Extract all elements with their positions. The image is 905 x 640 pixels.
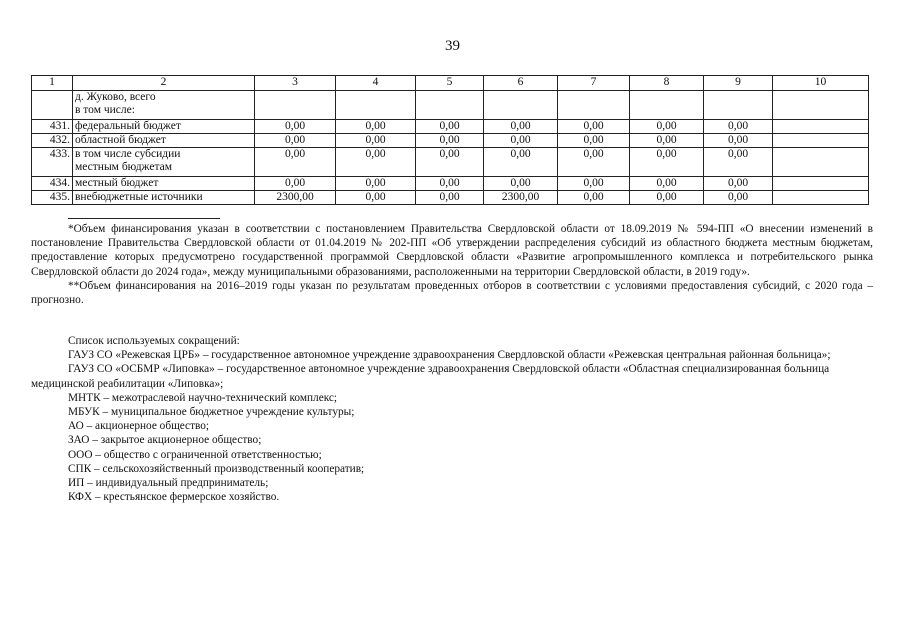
row-number-cell: 433. [32,148,73,177]
value-cell: 0,00 [416,134,484,148]
value-cell: 0,00 [336,120,416,134]
column-header: 4 [336,76,416,91]
abbreviation-item: МБУК – муниципальное бюджетное учреждение культуры; [68,406,355,419]
abbreviation-item: ЗАО – закрытое акционерное общество; [68,434,262,447]
abbreviation-item: ГАУЗ СО «Режевская ЦРБ» – государственное автономное учреждение здравоохранения Свердловской области «Режевская центральная районная больница»; [68,349,831,362]
footnote: *Объем финансирования указан в соответствии с постановлением Правительства Свердловской области от 18.09.2019 № 594-ПП «О внесении изменений в постановление Правительства Свердловской области от 01.04.2019 № 202-ПП «Об утверждении распределения субсидий из областного бюджета местным бюджетам, предоставление которых предусмотрено государственной программой Свердловской области «Развитие агропромышленного комплекса и потребительского рынка Свердловской области до 2024 года», между муниципальными образованиями, расположенными на территории Свердловской области, в 2019 году». [31,223,873,278]
value-cell: 0,00 [484,177,558,191]
value-cell: 2300,00 [255,191,336,205]
row-label-cell: областной бюджет [73,134,255,148]
column-header: 3 [255,76,336,91]
row-number-cell: 435. [32,191,73,205]
value-cell: 0,00 [416,191,484,205]
row-number-cell: 434. [32,177,73,191]
value-cell [773,191,869,205]
table-header-row [32,76,869,91]
abbreviations-list [31,334,873,504]
value-cell: 0,00 [630,148,704,177]
value-cell: 0,00 [484,134,558,148]
value-cell: 0,00 [630,134,704,148]
financing-table [31,75,869,205]
value-cell: 2300,00 [484,191,558,205]
value-cell: 0,00 [704,120,773,134]
table-row [32,177,869,191]
abbreviation-item: ИП – индивидуальный предприниматель; [68,477,269,490]
value-cell: 0,00 [416,148,484,177]
value-cell: 0,00 [704,191,773,205]
value-cell [255,91,336,120]
column-header: 2 [73,76,255,91]
value-cell: 0,00 [255,177,336,191]
column-header: 7 [558,76,630,91]
value-cell [416,91,484,120]
value-cell: 0,00 [336,134,416,148]
column-header: 5 [416,76,484,91]
table-row [32,134,869,148]
value-cell [773,134,869,148]
value-cell: 0,00 [255,120,336,134]
abbreviation-item: АО – акционерное общество; [68,420,210,433]
value-cell: 0,00 [704,134,773,148]
column-header: 10 [773,76,869,91]
table-row [32,91,869,120]
abbreviation-item: СПК – сельскохозяйственный производственный кооператив; [68,462,365,475]
value-cell: 0,00 [255,134,336,148]
row-number-cell: 432. [32,134,73,148]
value-cell: 0,00 [558,191,630,205]
footnote: **Объем финансирования на 2016–2019 годы указан по результатам проведенных отборов в соответствии с условиями предоставления субсидий, с 2020 года – прогнозно. [31,279,873,307]
value-cell: 0,00 [558,177,630,191]
value-cell [630,91,704,120]
column-header: 6 [484,76,558,91]
column-header: 1 [32,76,73,91]
row-label-cell: местный бюджет [73,177,255,191]
value-cell: 0,00 [416,177,484,191]
row-number-cell [32,91,73,120]
table-body [32,91,869,205]
value-cell: 0,00 [336,148,416,177]
value-cell: 0,00 [630,191,704,205]
value-cell [773,148,869,177]
value-cell: 0,00 [336,177,416,191]
value-cell: 0,00 [558,134,630,148]
table-row [32,120,869,134]
value-cell: 0,00 [704,148,773,177]
value-cell [773,120,869,134]
footnote-divider [68,218,220,219]
row-label-cell: в том числе субсидии местным бюджетам [73,148,255,177]
row-label-cell: внебюджетные источники [73,191,255,205]
row-label-cell: федеральный бюджет [73,120,255,134]
value-cell [336,91,416,120]
value-cell: 0,00 [630,177,704,191]
row-label-cell: д. Жуково, всего в том числе: [73,91,255,120]
footnotes [31,222,873,307]
value-cell: 0,00 [416,120,484,134]
value-cell: 0,00 [630,120,704,134]
row-number-cell: 431. [32,120,73,134]
value-cell: 0,00 [336,191,416,205]
value-cell [558,91,630,120]
column-header: 9 [704,76,773,91]
value-cell [773,177,869,191]
column-header: 8 [630,76,704,91]
value-cell: 0,00 [255,148,336,177]
table-row [32,148,869,177]
table-row [32,191,869,205]
value-cell [773,91,869,120]
value-cell [704,91,773,120]
abbreviation-item: ООО – общество с ограниченной ответственностью; [68,448,322,461]
value-cell: 0,00 [484,120,558,134]
abbreviation-item: КФХ – крестьянское фермерское хозяйство. [68,491,280,504]
value-cell [484,91,558,120]
value-cell: 0,00 [558,120,630,134]
abbreviations-title: Список используемых сокращений: [68,335,240,347]
abbreviation-item: МНТК – межотраслевой научно-технический комплекс; [68,391,338,404]
page-number: 39 [445,38,460,54]
value-cell: 0,00 [558,148,630,177]
value-cell: 0,00 [484,148,558,177]
value-cell: 0,00 [704,177,773,191]
abbreviation-item: ГАУЗ СО «ОСБМР «Липовка» – государственное автономное учреждение здравоохранения Свердловской области «Областная специализированная больница медицинской реабилитации «Липовка»; [31,363,830,390]
